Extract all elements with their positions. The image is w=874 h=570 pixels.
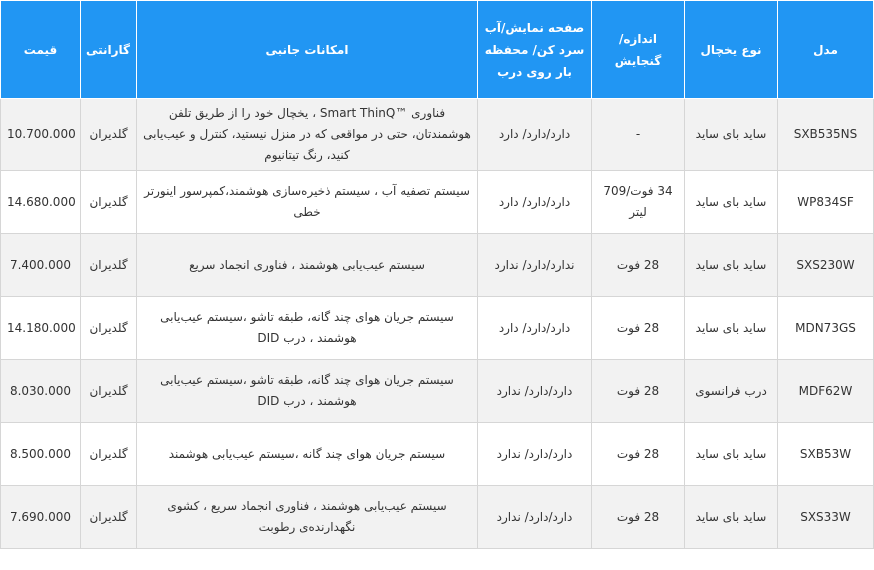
cell-type: ساید بای ساید — [685, 234, 778, 297]
cell-features-main: دارد/دارد/ ندارد — [478, 360, 592, 423]
cell-price: 7.690.000 — [1, 486, 81, 549]
cell-features-main: دارد/دارد/ دارد — [478, 297, 592, 360]
table-row — [1, 486, 874, 549]
cell-model: SXS33W — [778, 486, 874, 549]
header-size: اندازه/گنجایش — [592, 1, 685, 99]
cell-price: 14.180.000 — [1, 297, 81, 360]
header-price: قیمت — [1, 1, 81, 99]
cell-extras: سیستم تصفیه آب ، سیستم ذخیره‌سازی هوشمند،کمپرسور اینورتر خطی — [137, 171, 478, 234]
header-features-main: صفحه نمایش/آب سرد کن/ محفظه بار روی درب — [478, 1, 592, 99]
cell-type: ساید بای ساید — [685, 486, 778, 549]
cell-extras: سیستم عیب‌یابی هوشمند ، فناوری انجماد سریع ، کشوی نگهدارنده‌ی رطوبت — [137, 486, 478, 549]
cell-extras: سیستم عیب‌یابی هوشمند ، فناوری انجماد سریع — [137, 234, 478, 297]
table-row — [1, 171, 874, 234]
cell-warranty: گلدیران — [81, 234, 137, 297]
cell-warranty: گلدیران — [81, 171, 137, 234]
cell-model: SXB535NS — [778, 99, 874, 171]
cell-features-main: ندارد/دارد/ ندارد — [478, 234, 592, 297]
cell-size: - — [592, 99, 685, 171]
cell-extras: سیستم جریان هوای چند گانه، طبقه تاشو ،سیستم عیب‌یابی هوشمند ، درب DID — [137, 360, 478, 423]
cell-price: 8.030.000 — [1, 360, 81, 423]
cell-extras: سیستم جریان هوای چند گانه، طبقه تاشو ،سیستم عیب‌یابی هوشمند ، درب DID — [137, 297, 478, 360]
cell-warranty: گلدیران — [81, 297, 137, 360]
header-warranty: گارانتی — [81, 1, 137, 99]
cell-price: 10.700.000 — [1, 99, 81, 171]
cell-model: SXB53W — [778, 423, 874, 486]
cell-type: درب فرانسوی — [685, 360, 778, 423]
table-row — [1, 99, 874, 171]
cell-price: 7.400.000 — [1, 234, 81, 297]
cell-model: MDN73GS — [778, 297, 874, 360]
cell-size: 28 فوت — [592, 423, 685, 486]
cell-size: 34 فوت/709 لیتر — [592, 171, 685, 234]
table-row — [1, 234, 874, 297]
cell-features-main: دارد/دارد/ دارد — [478, 99, 592, 171]
cell-extras: سیستم جریان هوای چند گانه ،سیستم عیب‌یابی هوشمند — [137, 423, 478, 486]
table-header-row — [1, 1, 874, 99]
cell-warranty: گلدیران — [81, 486, 137, 549]
cell-model: SXS230W — [778, 234, 874, 297]
table-row — [1, 423, 874, 486]
cell-model: MDF62W — [778, 360, 874, 423]
cell-type: ساید بای ساید — [685, 297, 778, 360]
cell-type: ساید بای ساید — [685, 171, 778, 234]
cell-size: 28 فوت — [592, 486, 685, 549]
cell-warranty: گلدیران — [81, 360, 137, 423]
cell-warranty: گلدیران — [81, 99, 137, 171]
cell-features-main: دارد/دارد/ دارد — [478, 171, 592, 234]
header-extras: امکانات جانبی — [137, 1, 478, 99]
cell-extras: فناوری ™Smart ThinQ ، یخچال خود را از طریق تلفن هوشمندتان، حتی در مواقعی که در منزل نیستید، کنترل و عیب‌یابی کنید، رنگ تیتانیوم — [137, 99, 478, 171]
table-row — [1, 360, 874, 423]
cell-price: 8.500.000 — [1, 423, 81, 486]
cell-type: ساید بای ساید — [685, 423, 778, 486]
cell-warranty: گلدیران — [81, 423, 137, 486]
cell-size: 28 فوت — [592, 360, 685, 423]
cell-features-main: دارد/دارد/ ندارد — [478, 486, 592, 549]
cell-features-main: دارد/دارد/ ندارد — [478, 423, 592, 486]
cell-price: 14.680.000 — [1, 171, 81, 234]
cell-type: ساید بای ساید — [685, 99, 778, 171]
cell-size: 28 فوت — [592, 234, 685, 297]
cell-size: 28 فوت — [592, 297, 685, 360]
table-row — [1, 297, 874, 360]
header-model: مدل — [778, 1, 874, 99]
header-type: نوع یخچال — [685, 1, 778, 99]
cell-model: WP834SF — [778, 171, 874, 234]
